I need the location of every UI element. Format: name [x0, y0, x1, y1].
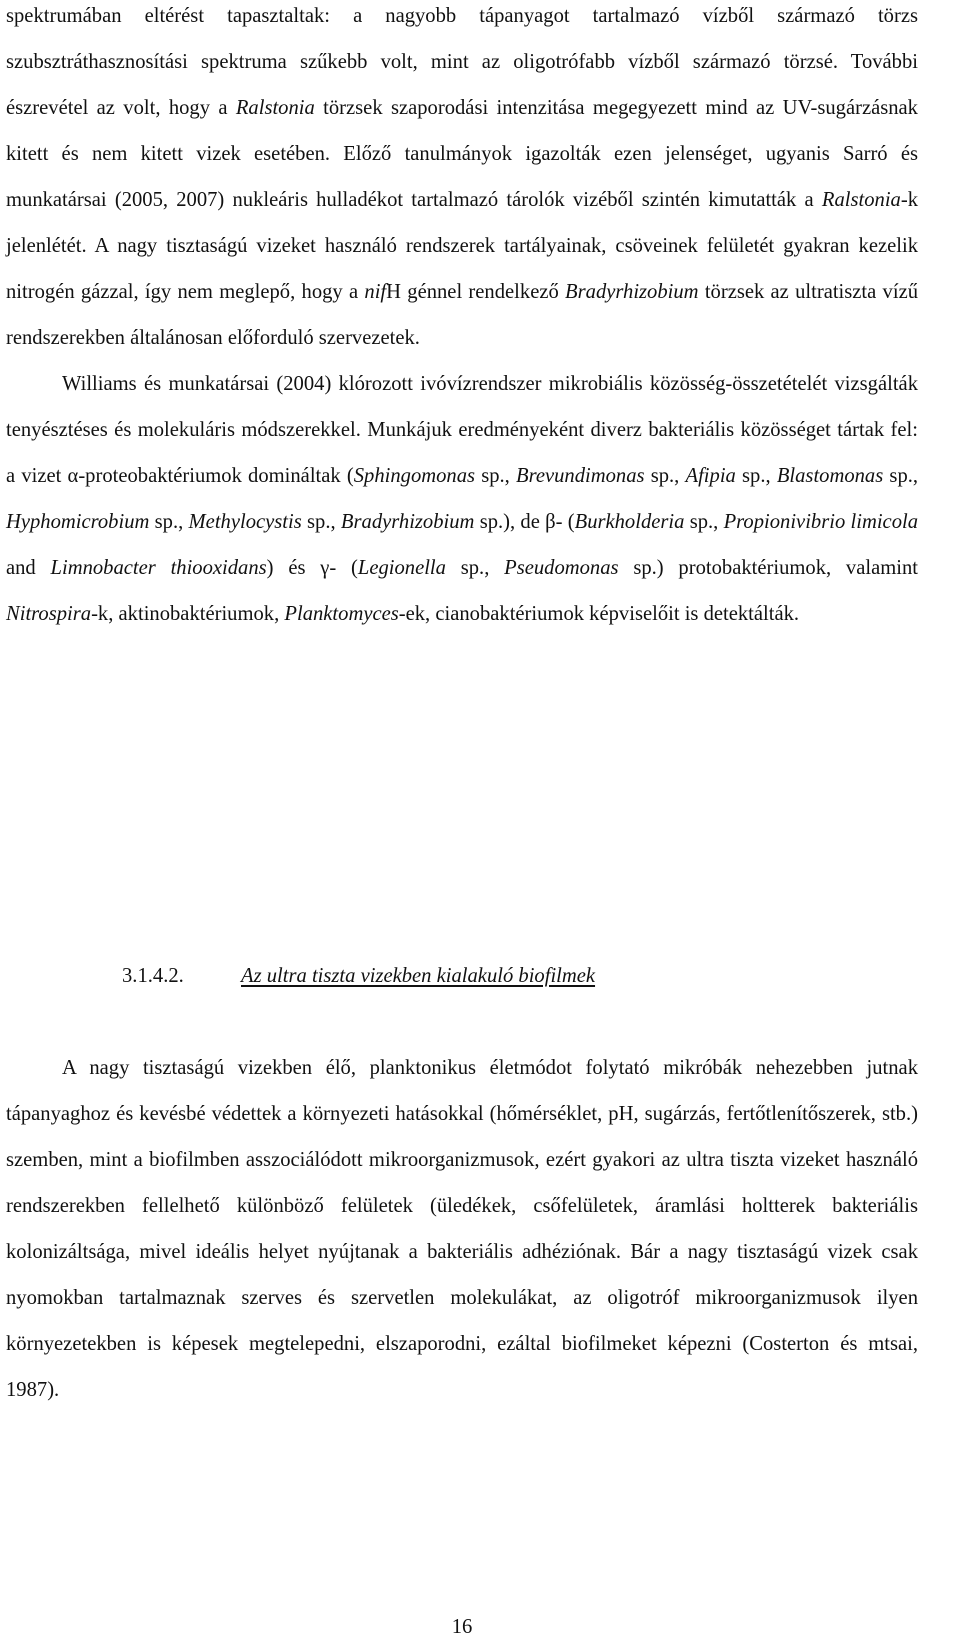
text-run: sp.) protobaktériumok, valamint — [618, 557, 918, 579]
section-heading — [122, 963, 595, 989]
paragraph-biofilm-intro: A nagy tisztaságú vizekben élő, planktonikus életmódot folytató mikróbák nehezebben jutnak tápanyaghoz és kevésbé védettek a környezeti hatásokkal (hőmérséklet, pH, sugárzás, fertőtlenítőszerek, stb.) szemben, mint a biofilmben asszociálódott mikroorganizmusok, ezért gyakori az ultra tiszta vizeket használó rendszerekben fellelhető különböző felületek (üledékek, csőfelületek, áramlási holtterek bakteriális kolonizáltsága, mivel ideális helyet nyújtanak a bakteriális adhéziónak. Bár a nagy tisztaságú vizek csak nyomokban tartalmaznak szerves és szervetlen molekulákat, az oligotróf mikroorganizmusok ilyen környezetekben is képesek megtelepedni, elszaporodni, ezáltal biofilmeket képezni (Costerton és mtsai, 1987). — [6, 1057, 918, 1401]
text-run: sp., — [735, 465, 777, 487]
species-name: Nitrospira — [6, 603, 92, 625]
text-run: sp.), de β- ( — [474, 511, 575, 533]
species-name: Bradyrhizobium — [565, 281, 699, 303]
species-name: Ralstonia — [821, 189, 901, 211]
text-run: sp., — [684, 511, 724, 533]
species-name: Planktomyces — [284, 603, 399, 625]
text-run: spektrumában eltérést tapasztaltak: a nagyobb tápanyagot tartalmazó vízből származó törzs szubsztráthasznosítási spektruma szűkebb volt, mint az oligotrófabb vízből származó törzsé. További észrevétel az volt, hogy a — [6, 5, 918, 119]
text-run: sp., — [475, 465, 517, 487]
text-run: sp., — [149, 511, 189, 533]
species-name: Bradyrhizobium — [340, 511, 475, 533]
species-name: Afipia — [685, 465, 736, 487]
document-page — [6, 0, 919, 1401]
text-run: sp., — [301, 511, 341, 533]
species-name: Legionella — [357, 557, 446, 579]
text-run: -k, aktinobaktériumok, — [91, 603, 285, 625]
text-run: -k jelenlétét. A nagy tisztaságú vizeket használó rendszerek tartályainak, csöveinek felületét gyakran kezelik nitrogén gázzal, így nem meglepő, hogy a — [6, 189, 918, 303]
text-run: törzsek szaporodási intenzitása megegyezett mind az UV-sugárzásnak kitett és nem kitett vizek esetében. Előző tanulmányok igazolták ezen jelenséget, ugyanis Sarró és munkatársai (2005, 2007) nukleáris hulladékot tartalmazó tárolók vizéből szintén kimutatták a — [6, 97, 918, 211]
species-name: Hyphomicrobium — [6, 511, 150, 533]
text-run: H génnel rendelkező — [386, 281, 566, 303]
species-name: Ralstonia — [235, 97, 315, 119]
section-title: Az ultra tiszta vizekben kialakuló biofilmek — [241, 965, 596, 987]
text-run: sp., — [644, 465, 686, 487]
text-run: törzsek az ultratiszta vízű rendszerekben általánosan előforduló szervezetek. — [6, 281, 919, 349]
species-name: Pseudomonas — [504, 557, 619, 579]
species-name: Limnobacter thiooxidans — [50, 557, 267, 579]
species-name: Brevundimonas — [516, 465, 645, 487]
text-run: Williams és munkatársai (2004) klórozott ivóvízrendszer mikrobiális közösség-összetételét vizsgálták tenyésztéses és molekuláris módszerekkel. Munkájuk eredményeként diverz bakteriális közösséget tártak fel: a vizet α-proteobaktériumok domináltak ( — [6, 373, 918, 487]
species-name: Methylocystis — [188, 511, 302, 533]
section-number: 3.1.4.2. — [122, 965, 184, 987]
gene-name: nif — [364, 281, 387, 303]
page-number: 16 — [451, 1616, 473, 1638]
species-name: Propionivibrio limicola — [723, 511, 919, 533]
text-run: ) és γ- ( — [266, 557, 358, 579]
text-run: sp., — [445, 557, 505, 579]
species-name: Blastomonas — [776, 465, 884, 487]
paragraph-ralstonia-findings — [6, 0, 918, 361]
text-run: and — [6, 557, 51, 579]
text-run: -ek, cianobaktériumok képviselőit is detektálták. — [398, 603, 800, 625]
paragraph-williams-study — [6, 361, 918, 637]
text-run: sp., — [883, 465, 919, 487]
species-name: Sphingomonas — [353, 465, 476, 487]
species-name: Burkholderia — [574, 511, 685, 533]
